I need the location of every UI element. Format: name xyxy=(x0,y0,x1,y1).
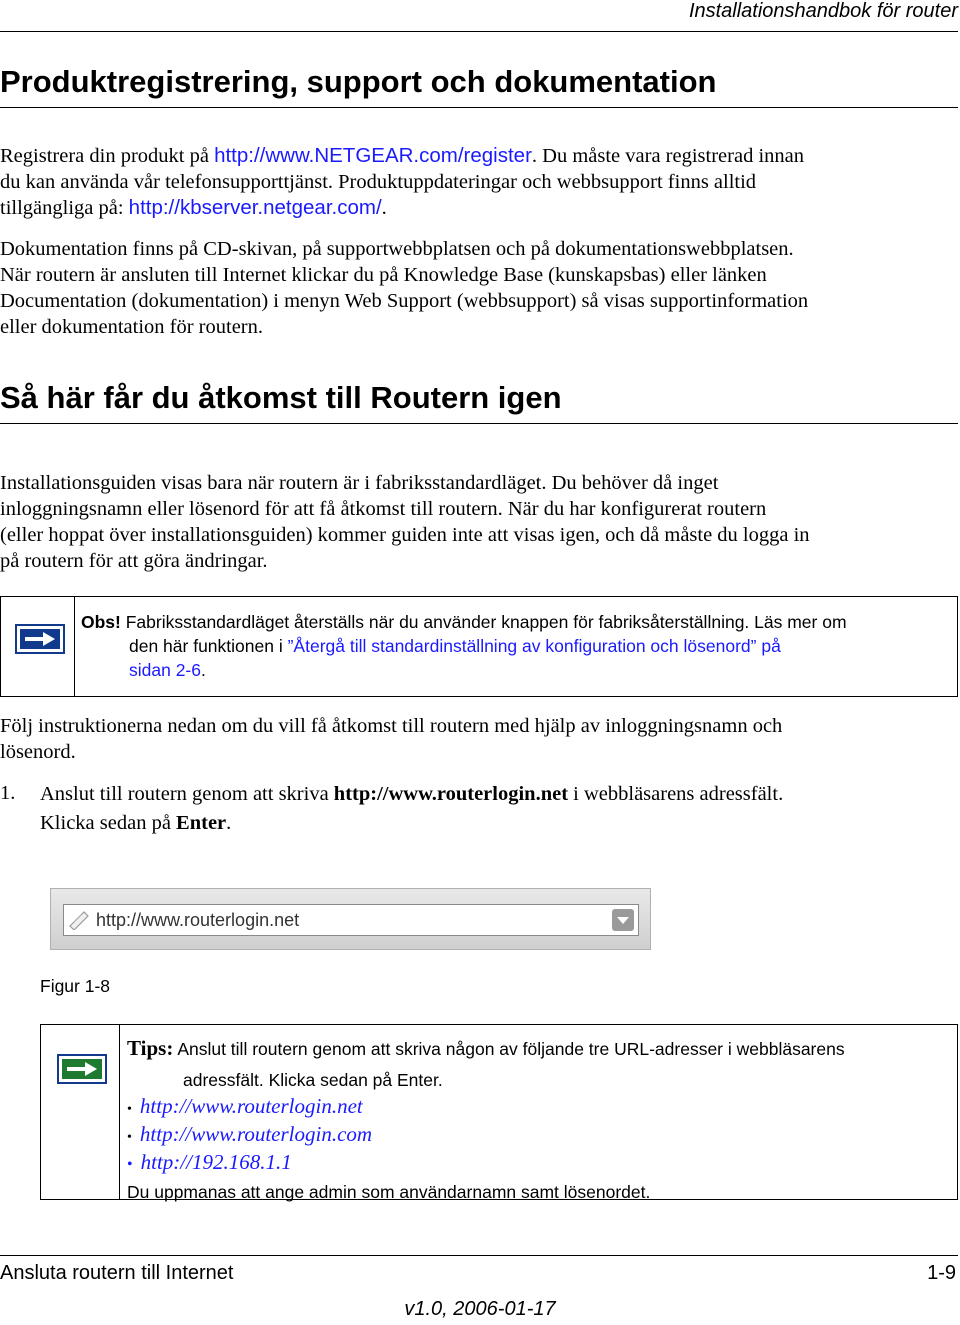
kbserver-link[interactable]: http://kbserver.netgear.com/ xyxy=(128,196,382,219)
registration-paragraph xyxy=(0,143,958,221)
list-item xyxy=(127,1094,952,1122)
bullet: • xyxy=(127,1130,132,1145)
note-text xyxy=(81,610,951,682)
step-number: 1. xyxy=(0,782,16,804)
tips-url-list xyxy=(127,1094,952,1177)
paragraph-line: Följ instruktionerna nedan om du vill få åtkomst till routern med hjälp av inloggningsnamn och xyxy=(0,715,783,737)
section-heading-access: Så här får du åtkomst till Routern igen xyxy=(0,380,562,415)
note-box xyxy=(0,596,958,697)
bullet: • xyxy=(127,1156,133,1173)
page-icon xyxy=(68,910,90,930)
paragraph-line: Installationsguiden visas bara när routern är i fabriksstandardläget. Du behöver då inget xyxy=(0,472,719,494)
text: . xyxy=(201,660,206,680)
text: . xyxy=(381,197,387,219)
list-item xyxy=(127,1150,952,1177)
text: i webbläsarens adressfält. xyxy=(568,783,784,805)
text: Registrera din produkt på xyxy=(0,145,215,167)
note-line xyxy=(81,634,951,658)
step-text xyxy=(40,780,958,838)
reset-defaults-link[interactable]: ”Återgå till standardinställning av konfiguration och lösenord” på xyxy=(287,636,781,656)
bullet: • xyxy=(127,1102,132,1117)
text: tillgängliga på: xyxy=(0,197,129,219)
paragraph-line: på routern för att göra ändringar. xyxy=(0,550,268,572)
tips-label: Tips: xyxy=(127,1036,174,1060)
netgear-register-link[interactable]: http://www.NETGEAR.com/register xyxy=(214,144,532,167)
paragraph-line: När routern är ansluten till Internet klickar du på Knowledge Base (kunskapsbas) eller länken xyxy=(0,264,767,286)
text: den här funktionen i xyxy=(129,636,288,656)
text: . xyxy=(226,812,232,834)
tips-line: Du uppmanas att ange admin som användarnamn samt lösenordet. xyxy=(127,1182,651,1202)
address-url-text: http://www.routerlogin.net xyxy=(96,910,300,930)
tips-line: adressfält. Klicka sedan på Enter. xyxy=(183,1070,443,1090)
routerlogin-net-link[interactable]: http://www.routerlogin.net xyxy=(139,1094,363,1118)
note-line xyxy=(81,658,951,682)
paragraph-line: Dokumentation finns på CD-skivan, på supportwebbplatsen och på dokumentationswebbplatsen. xyxy=(0,238,794,260)
step-line xyxy=(40,809,958,838)
paragraph-line xyxy=(0,195,958,221)
enter-key-label: Enter xyxy=(176,812,227,834)
figure-caption: Figur 1-8 xyxy=(40,976,111,996)
access-paragraph xyxy=(0,470,958,574)
text: Anslut till routern genom att skriva någon av följande tre URL-adresser i webbläsarens xyxy=(177,1039,845,1059)
footer-version: v1.0, 2006-01-17 xyxy=(404,1298,556,1320)
text: . Du måste vara registrerad innan xyxy=(531,145,804,167)
tips-icon-cell xyxy=(41,1025,120,1199)
section-heading-registration: Produktregistrering, support och dokumentation xyxy=(0,64,717,99)
follow-paragraph xyxy=(0,713,958,765)
header-rule xyxy=(0,31,958,32)
paragraph-line: du kan använda vår telefonsupporttjänst. Produktuppdateringar och webbsupport finns alltid xyxy=(0,171,757,193)
paragraph-line: inloggningsnamn eller lösenord för att få åtkomst till routern. När du har konfigurerat routern xyxy=(0,498,767,520)
dropdown-button[interactable] xyxy=(612,909,634,931)
tips-content xyxy=(127,1033,952,1207)
paragraph-line: (eller hoppat över installationsguiden) kommer guiden inte att visas igen, och då måste du logga in xyxy=(0,524,810,546)
address-input[interactable] xyxy=(63,904,639,936)
section-rule xyxy=(0,107,958,108)
step-line xyxy=(40,780,958,809)
arrow-right-icon xyxy=(57,1054,107,1084)
text: Anslut till routern genom att skriva xyxy=(40,783,334,805)
routerlogin-com-link[interactable]: http://www.routerlogin.com xyxy=(139,1122,373,1146)
text: Klicka sedan på xyxy=(40,812,177,834)
text: Fabriksstandardläget återställs när du använder knappen för fabriksåterställning. Läs mer om xyxy=(120,612,847,632)
note-line xyxy=(81,610,951,634)
page-2-6-link[interactable]: sidan 2-6 xyxy=(129,660,201,680)
paragraph-line: Documentation (dokumentation) i menyn Web Support (webbsupport) så visas supportinformation xyxy=(0,290,809,312)
footer-page-number: 1-9 xyxy=(927,1262,956,1284)
ip-address-link[interactable]: http://192.168.1.1 xyxy=(140,1150,292,1174)
router-url: http://www.routerlogin.net xyxy=(333,783,569,805)
footer-chapter: Ansluta routern till Internet xyxy=(0,1262,234,1284)
running-header: Installationshandbok för router xyxy=(688,0,958,22)
list-item xyxy=(127,1122,952,1150)
tips-box xyxy=(40,1024,958,1200)
paragraph-line xyxy=(0,143,958,169)
documentation-paragraph xyxy=(0,236,958,340)
browser-address-bar-figure xyxy=(50,888,651,950)
section-rule xyxy=(0,423,958,424)
note-label: Obs! xyxy=(81,612,121,632)
chevron-down-icon xyxy=(612,909,634,931)
arrow-right-icon xyxy=(15,624,65,654)
paragraph-line: lösenord. xyxy=(0,741,76,763)
paragraph-line: eller dokumentation för routern. xyxy=(0,316,263,338)
footer-rule xyxy=(0,1255,958,1256)
tips-line xyxy=(127,1033,952,1066)
